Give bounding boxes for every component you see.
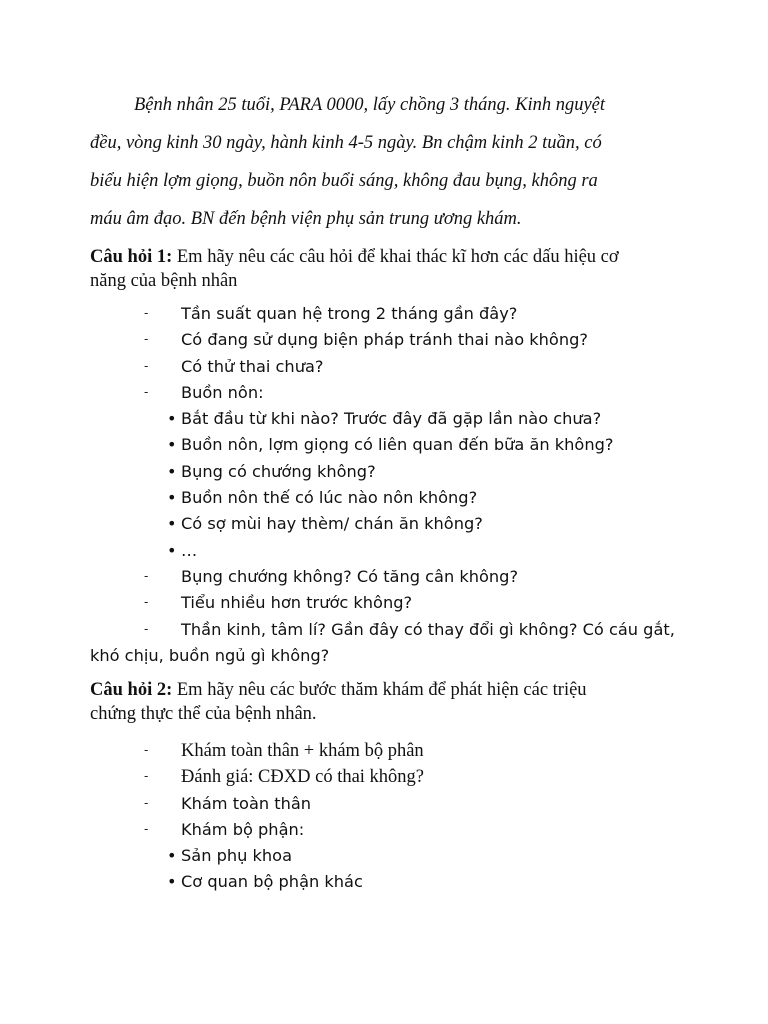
bullet-marker: • — [167, 514, 177, 534]
list-item: - Tần suất quan hệ trong 2 tháng gần đây? — [144, 304, 518, 323]
list-item: - Bụng chướng không? Có tăng cân không? — [144, 566, 519, 586]
list-item-continuation: khó chịu, buồn ngủ gì không? — [90, 645, 330, 665]
dash-marker: - — [144, 567, 149, 583]
case-description — [90, 86, 690, 238]
dash-marker: - — [144, 768, 149, 784]
list-item: - Khám bộ phận: — [144, 819, 305, 839]
sub-list-item: • Bụng có chướng không? — [0, 459, 768, 485]
sub-list-item: • … — [0, 538, 768, 564]
sub-list-item: • Bắt đầu từ khi nào? Trước đây đã gặp lần nào chưa? — [0, 406, 768, 432]
sub-list-item: • Buồn nôn, lợm giọng có liên quan đến bữa ăn không? — [0, 432, 768, 458]
bullet-marker: • — [167, 540, 177, 560]
case-line: máu âm đạo. BN đến bệnh viện phụ sản trung ương khám. — [90, 209, 522, 229]
dash-marker: - — [144, 620, 149, 636]
question-2-answer-list — [0, 738, 768, 896]
dash-marker: - — [144, 594, 149, 610]
dash-marker: - — [144, 820, 149, 836]
question-2-text-cont: chứng thực thể của bệnh nhân. — [90, 704, 317, 724]
dash-marker: - — [144, 305, 149, 320]
sub-list-item: • Sản phụ khoa — [0, 843, 768, 869]
question-2 — [90, 678, 690, 726]
dash-marker: - — [144, 357, 149, 373]
case-line: biểu hiện lợm giọng, buồn nôn buổi sáng, không đau bụng, không ra — [90, 171, 598, 191]
list-item: - Có đang sử dụng biện pháp tránh thai nào không? — [144, 330, 588, 350]
list-item: - Đánh giá: CĐXD có thai không? — [144, 767, 425, 788]
sub-list-item: • Cơ quan bộ phận khác — [0, 869, 768, 895]
question-1-text: Em hãy nêu các câu hỏi để khai thác kĩ hơn các dấu hiệu cơ — [172, 247, 619, 267]
bullet-marker: • — [167, 461, 177, 481]
bullet-marker: • — [167, 872, 177, 892]
question-1-text-cont: năng của bệnh nhân — [90, 271, 238, 291]
question-2-label: Câu hỏi 2: — [90, 680, 173, 700]
question-1-answer-list — [0, 301, 768, 669]
list-item: - Tiểu nhiều hơn trước không? — [144, 593, 413, 613]
dash-marker: - — [144, 331, 149, 347]
dash-marker: - — [144, 742, 149, 757]
list-item: - Có thử thai chưa? — [144, 356, 324, 376]
bullet-marker: • — [167, 488, 177, 508]
case-line: Bệnh nhân 25 tuổi, PARA 0000, lấy chồng 3 tháng. Kinh nguyệt — [134, 95, 606, 115]
sub-list-item: • Có sợ mùi hay thèm/ chán ăn không? — [0, 511, 768, 537]
list-item: - Thần kinh, tâm lí? Gần đây có thay đổi gì không? Có cáu gắt, — [144, 619, 675, 639]
bullet-marker: • — [167, 846, 177, 866]
bullet-marker: • — [167, 435, 177, 455]
question-2-text: Em hãy nêu các bước thăm khám để phát hiện các triệu — [172, 680, 587, 700]
list-item: - Khám toàn thân + khám bộ phân — [144, 741, 424, 761]
question-1 — [90, 245, 690, 293]
dash-marker: - — [144, 794, 149, 810]
question-1-label: Câu hỏi 1: — [90, 247, 173, 267]
list-item: - Buồn nôn: — [144, 382, 264, 402]
case-line: đều, vòng kinh 30 ngày, hành kinh 4-5 ngày. Bn chậm kinh 2 tuần, có — [90, 133, 602, 153]
sub-list-item: • Buồn nôn thế có lúc nào nôn không? — [0, 485, 768, 511]
dash-marker: - — [144, 383, 149, 399]
list-item: - Khám toàn thân — [144, 793, 312, 813]
bullet-marker: • — [167, 409, 177, 429]
